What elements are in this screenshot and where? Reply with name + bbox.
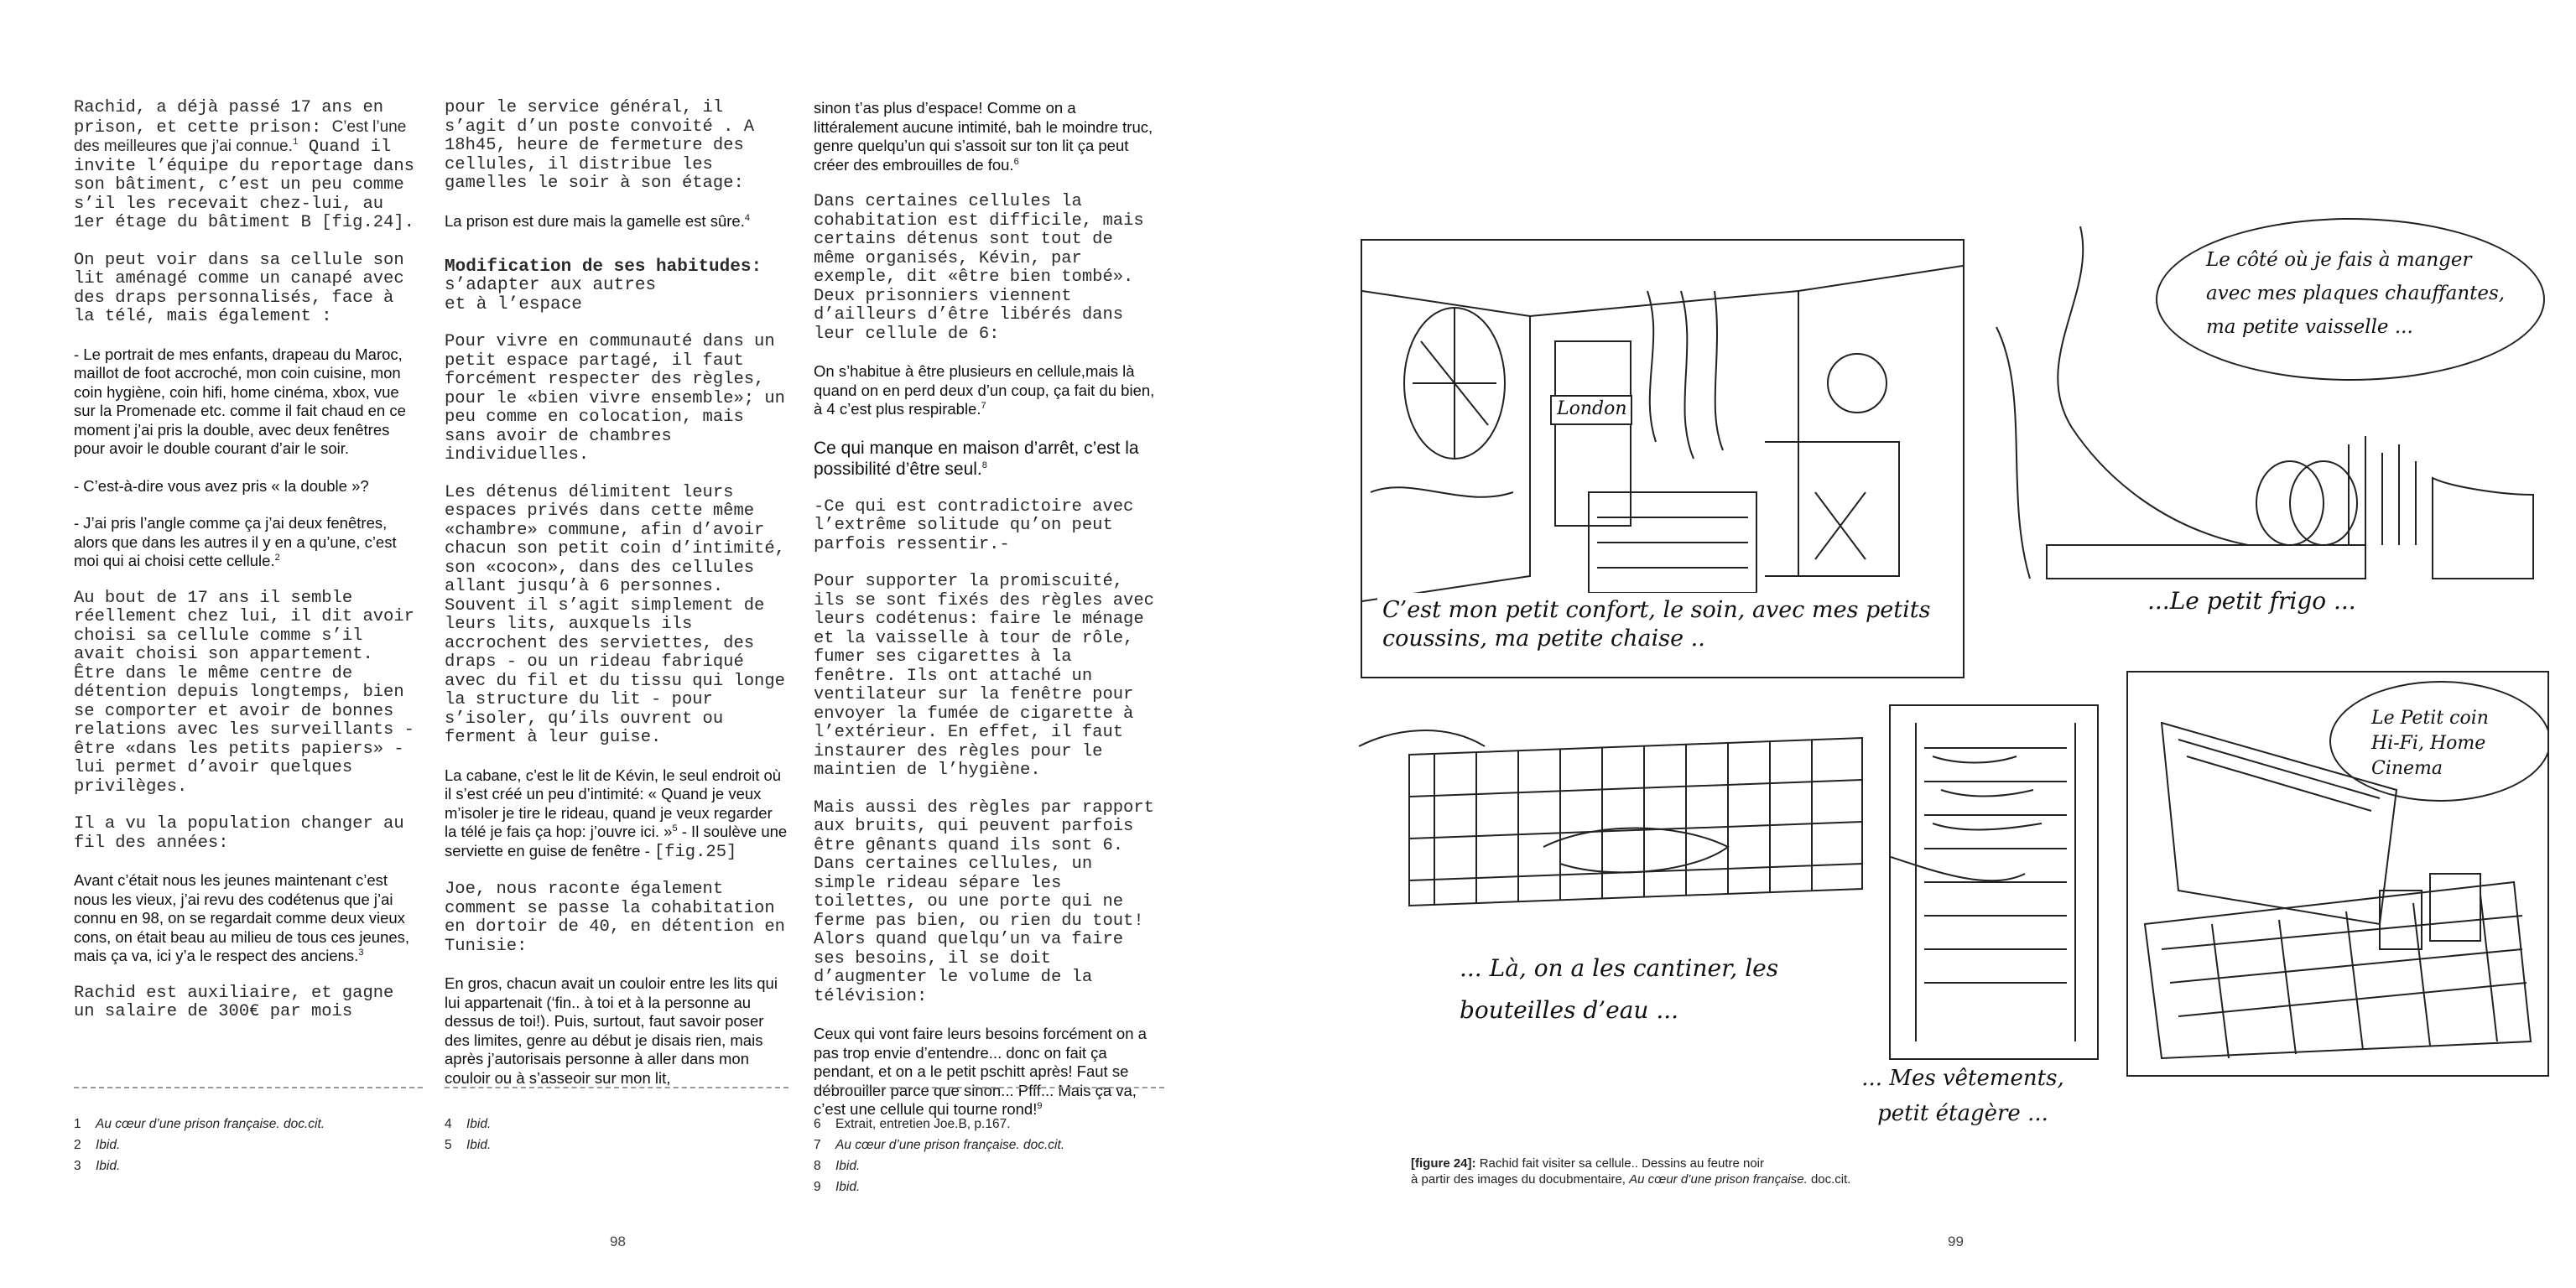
panel-caption: ... Là, on a les cantiner, les bouteilles d’eau ... xyxy=(1460,954,1779,1024)
footnotes-column-2 xyxy=(445,1114,788,1156)
paragraph: Rachid est auxiliaire, et gagne un salaire de 300€ par mois xyxy=(74,983,394,1021)
paragraph: Dans certaines cellules la cohabitation est difficile, mais certains détenus sont tout de même organisés, Kévin, par exemple, dit «être bien tombé». Deux prisonniers viennent d’ailleurs d’être libérés dans leur cellule de 6: xyxy=(814,192,1144,344)
quote-paragraph: - C’est-à-dire vous avez pris « la double »? xyxy=(74,476,369,495)
quote-paragraph: Avant c’était nous les jeunes maintenant c’est nous les vieux, j’ai revu des codétenus que j’ai connu en 98, on se regardait comme deux vieux cons, on était beau au milieu de tous ces jeunes, mais ça va, ici y’a le respect des anciens.$^3$ xyxy=(74,871,410,964)
quote-paragraph: On s’habitue à être plusieurs en cellule,mais là quand on en perd deux d’un coup, ça fait du bien, à 4 c’est plus respirable.$^7$ xyxy=(814,362,1155,418)
panel-sign-text: London xyxy=(1557,398,1627,419)
panel-caption: C’est mon petit confort, le soin, avec mes petits coussins, ma petite chaise .. xyxy=(1377,593,1941,657)
illustration-panel-hifi xyxy=(2126,671,2549,1077)
quote-paragraph: - Le portrait de mes enfants, drapeau du Maroc, maillot de foot accroché, mon coin cuisine, mon coin hygiène, coin hifi, home cinéma, xbox, vue sur la Promenade etc. comme il fait chaud en ce moment j’ai pris la double, avec deux fenêtres pour avoir le double courant d’air le soir. xyxy=(74,345,406,457)
footnote: 8 Ibid. xyxy=(814,1159,861,1173)
footnote: 6 Extrait, entretien Joe.B, p.167. xyxy=(814,1117,1011,1131)
paragraph: Au bout de 17 ans il semble réellement chez lui, il dit avoir choisi sa cellule comme s’il avait choisi son appartement. Être dans le même centre de détention depuis longtemps, bien se comporter et avoir de bonnes relations avec les surveillants - être «dans les petits papiers» - lui permet d’avoir quelques privilèges. xyxy=(74,588,414,797)
footnote: 5 Ibid. xyxy=(445,1138,492,1152)
footnote-divider xyxy=(445,1087,788,1088)
quote-paragraph: En gros, chacun avait un couloir entre les lits qui lui appartenait (‘fin.. à toi et à la personne au dessus de toi!). Puis, surtout, faut savoir poser des limites, genre au début je disais rien, mais après j’autorisais personne à aller dans mon couloir ou à s’asseoir sur mon lit, xyxy=(445,974,778,1087)
text-column-3 xyxy=(814,99,1164,1138)
quote-paragraph: Ceux qui vont faire leurs besoins forcément on a pas trop envie d’entendre... donc on fait ça pendant, et on a le petit pschitt après! Faut se débrouiller parce que sinon... Pfff... Mais ça va, c’est une cellule qui tourne rond!$^9$ xyxy=(814,1025,1147,1118)
footnote: 7 Au cœur d’une prison française. doc.cit. xyxy=(814,1138,1065,1152)
paragraph: Mais aussi des règles par rapport aux bruits, qui peuvent parfois être gênants quand ils sont 6. Dans certaines cellules, un simple rideau sépare les toilettes, ou une porte qui ne ferme pas bien, ou rien du tout! Alors quand quelqu’un va faire ses besoins, il se doit d’augmenter le volume de la télévision: xyxy=(814,797,1154,1006)
figure-label: [figure 24]: xyxy=(1411,1156,1476,1171)
illustration-panel-clothes xyxy=(1889,704,2099,1060)
page-number-right: 99 xyxy=(1948,1233,1964,1249)
text-column-2 xyxy=(445,99,788,1106)
paragraph: Pour supporter la promiscuité, ils se sont fixés des règles avec leurs codétenus: faire le ménage et la vaisselle à tour de rôle, fumer ses cigarettes à la fenêtre. Ils ont attaché un ventilateur sur la fenêtre pour envoyer la fumée de cigarette à l’extérieur. En effet, il faut instaurer des règles pour le maintien de l’hygiène. xyxy=(814,572,1154,780)
quote-paragraph: La cabane, c’est le lit de Kévin, le seul endroit où il s’est créé un peu d’intimité: « Quand je veux m’isoler je tire le rideau, quand je veux regarder la télé je fais ça hop: j’ouvre ici. »$^5$ - Il soulève une serviette en guise de fenêtre - [fig.25] xyxy=(445,766,788,862)
quote-paragraph: sinon t’as plus d’espace! Comme on a littéralement aucune intimité, bah le moindre truc, genre quelqu’un qui s’assoit sur ton lit ça peut créer des embrouilles de fou.$^6$ xyxy=(814,99,1153,174)
clothes-sketch xyxy=(1891,706,2097,1058)
panel-caption: ...Le petit frigo ... xyxy=(2147,587,2356,615)
speech-bubble-text: Le côté où je fais à manger avec mes plaques chauffantes, ma petite vaisselle ... xyxy=(2206,249,2506,338)
footnote: 1 Au cœur d’une prison française. doc.cit. xyxy=(74,1117,325,1131)
paragraph: Les détenus délimitent leurs espaces privés dans cette même «chambre» commune, afin d’avoir chacun son petit coin d’intimité, son «cocon», dans des cellules allant jusqu’à 6 personnes. Souvent il s’agit simplement de leurs lits, auxquels ils accrochent des serviettes, des draps - ou un rideau fabriqué avec du fil et du tissu qui longe la structure du lit - pour s’isoler, qu’ils ouvrent ou ferment à leur guise. xyxy=(445,482,785,747)
page-number-left: 98 xyxy=(610,1233,626,1249)
speech-bubble-text: Le Petit coin Hi-Fi, Home Cinema xyxy=(2371,708,2489,779)
quote-paragraph: - J’ai pris l’angle comme ça j’ai deux fenêtres, alors que dans les autres il y en a qu’une, c’est moi qui ai choisi cette cellule.$^2$ xyxy=(74,514,397,569)
panel-caption: ... Mes vêtements, petit étagère ... xyxy=(1861,1066,2064,1126)
paragraph: pour le service général, il s’agit d’un poste convoité . A 18h45, heure de fermeture des cellules, il distribue les gamelles le soir à son étage: xyxy=(445,98,755,193)
figure-reference[interactable]: [fig.25] xyxy=(653,842,737,862)
illustration-panel-kitchen xyxy=(1980,226,2567,662)
paragraph: Rachid, a déjà passé 17 ans en prison, et cette prison: C’est l’une des meilleures que j’ai connue.$^1$ Quand il invite l’équipe du reportage dans son bâtiment, c’est un peu comme s’il les recevait chez-lui, au 1er étage du bâtiment B [fig.24]. xyxy=(74,98,414,232)
paragraph: Il a vu la population changer au fil des années: xyxy=(74,814,404,853)
illustration-panel-shelves xyxy=(1342,721,1896,1057)
footnotes-column-3 xyxy=(814,1114,1164,1197)
paragraph: -Ce qui est contradictoire avec l’extrême solitude qu’on peut parfois ressentir.- xyxy=(814,496,1134,554)
section-heading: Modification de ses habitudes: xyxy=(445,257,762,277)
footnote: 4 Ibid. xyxy=(445,1117,492,1131)
section-subheading: s’adapter aux autres et à l’espace xyxy=(445,276,657,314)
figure-reference[interactable]: [fig.24]. xyxy=(321,213,414,232)
quote-paragraph: La prison est dure mais la gamelle est sûre.$^4$ xyxy=(445,211,750,230)
illustration-panel-cell-interior xyxy=(1361,239,1965,678)
footnote-divider xyxy=(814,1087,1164,1088)
footnotes-column-1 xyxy=(74,1114,423,1176)
footnote: 3 Ibid. xyxy=(74,1159,121,1173)
footnote: 2 Ibid. xyxy=(74,1138,121,1152)
paragraph: On peut voir dans sa cellule son lit aménagé comme un canapé avec des draps personnalisés, face à la télé, mais également : xyxy=(74,250,404,326)
footnote: 9 Ibid. xyxy=(814,1180,861,1194)
paragraph: Pour vivre en communauté dans un petit espace partagé, il faut forcément respecter des règles, pour le «bien vivre ensemble»; un peu comme en colocation, mais sans avoir de chambres individuelles. xyxy=(445,332,785,465)
figure-caption: [figure 24]: Rachid fait visiter sa cellule.. Dessins au feutre noir à partir des images du docubmentaire, Au cœur d’une prison française. doc.cit. xyxy=(1411,1156,1851,1187)
text-column-1 xyxy=(74,99,423,1041)
pull-quote: Ce qui manque en maison d’arrêt, c’est la possibilité d’être seul.$^8$ xyxy=(814,438,1139,479)
footnote-divider xyxy=(74,1087,423,1088)
paragraph: Joe, nous raconte également comment se passe la cohabitation en dortoir de 40, en détention en Tunisie: xyxy=(445,880,785,956)
